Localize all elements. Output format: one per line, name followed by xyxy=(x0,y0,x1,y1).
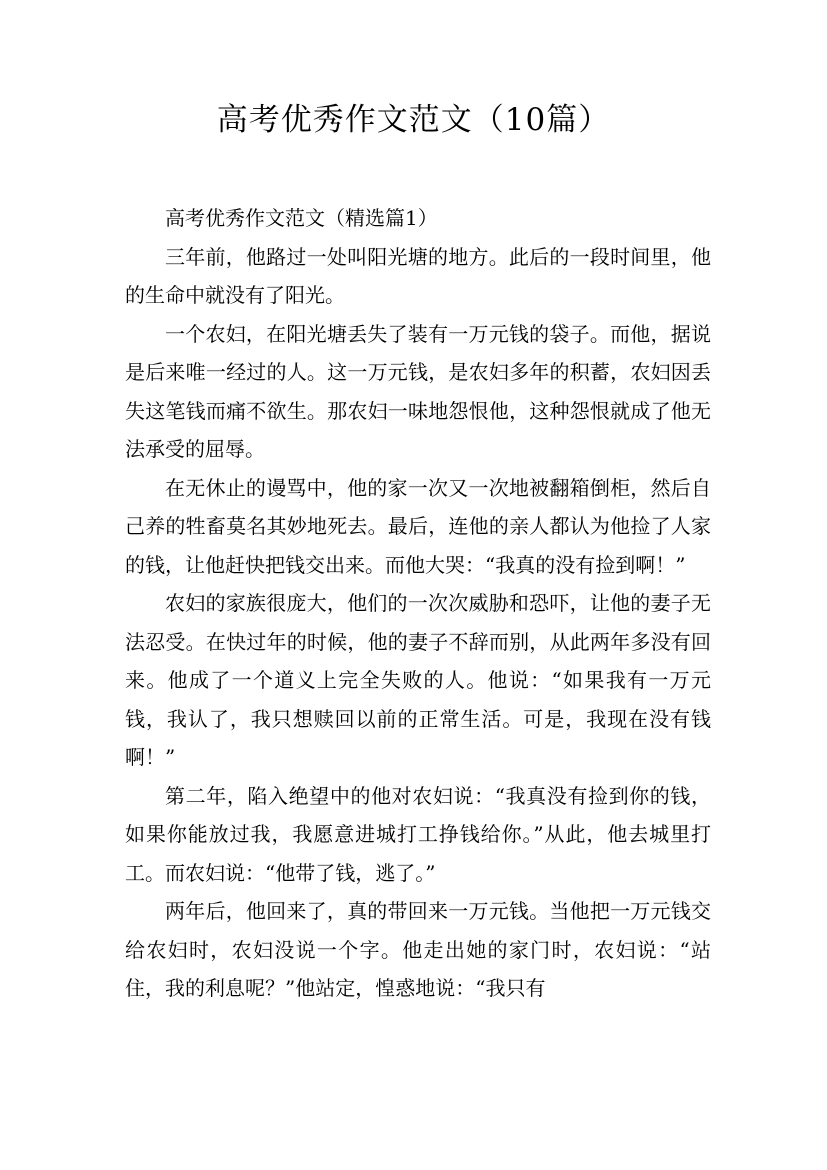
paragraph: 三年前，他路过一处叫阳光塘的地方。此后的一段时间里，他的生命中就没有了阳光。 xyxy=(125,244,711,307)
paragraph: 一个农妇，在阳光塘丢失了装有一万元钱的袋子。而他，据说是后来唯一经过的人。这一万元钱，是农妇多年的积蓄，农妇因丢失这笔钱而痛不欲生。那农妇一味地怨恨他，这种怨恨就成了他无法承受的屈辱。 xyxy=(125,321,711,461)
section-heading: 高考优秀作文范文（精选篇1） xyxy=(165,206,438,230)
paragraph: 农妇的家族很庞大，他们的一次次威胁和恐吓，让他的妻子无法忍受。在快过年的时候，他的妻子不辞而别，从此两年多没有回来。他成了一个道义上完全失败的人。他说：“如果我有一万元钱，我认了，我只想赎回以前的正常生活。可是，我现在没有钱啊！” xyxy=(125,591,711,769)
document-body xyxy=(125,199,711,1008)
paragraph: 第二年，陷入绝望中的他对农妇说：“我真没有捡到你的钱，如果你能放过我，我愿意进城打工挣钱给你。”从此，他去城里打工。而农妇说：“他带了钱，逃了。” xyxy=(125,783,711,885)
document-title: 高考优秀作文范文（10篇） xyxy=(216,102,611,138)
paragraph: 两年后，他回来了，真的带回来一万元钱。当他把一万元钱交给农妇时，农妇没说一个字。他走出她的家门时，农妇说：“站住，我的利息呢？”他站定，惶惑地说：“我只有 xyxy=(125,899,711,1000)
paragraph: 在无休止的谩骂中，他的家一次又一次地被翻箱倒柜，然后自己养的牲畜莫名其妙地死去。最后，连他的亲人都认为他捡了人家的钱，让他赶快把钱交出来。而他大哭：“我真的没有捡到啊！” xyxy=(125,475,711,577)
